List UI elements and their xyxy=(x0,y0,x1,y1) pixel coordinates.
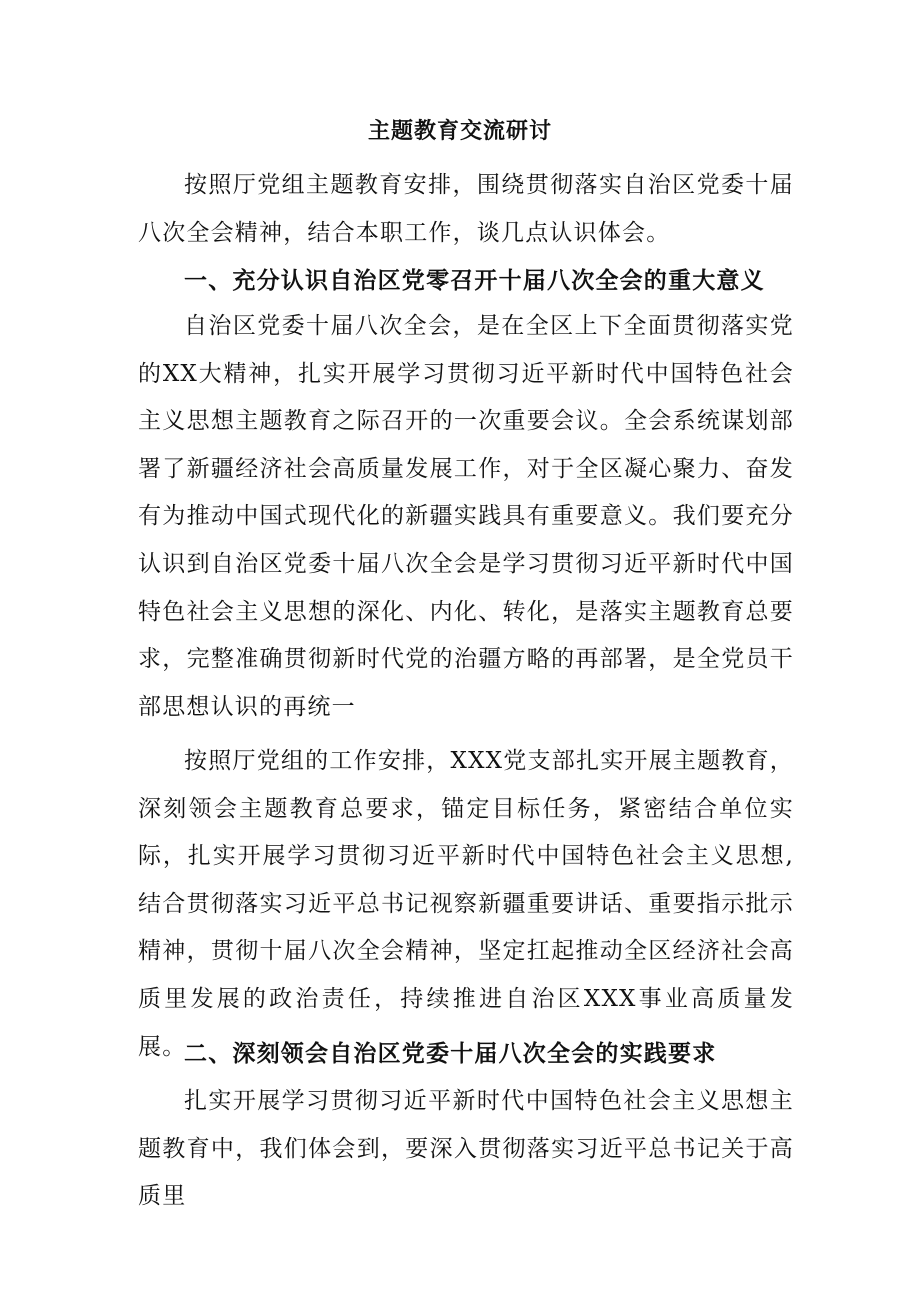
intro-paragraph: 按照厅党组主题教育安排，围绕贯彻落实自治区党委十届八次全会精神，结合本职工作，谈几点认识体会。 xyxy=(138,172,794,246)
section-2-paragraph-1: 扎实开展学习贯彻习近平新时代中国特色社会主义思想主题教育中，我们体会到，要深入贯彻落实习近平总书记关于高质里 xyxy=(138,1088,794,1210)
section-1-paragraph-2: 按照厅党组的工作安排，XXX党支部扎实开展主题教育，深刻领会主题教育总要求，锚定目标任务，紧密结合单位实际，扎实开展学习贯彻习近平新时代中国特色社会主义思想,结合贯彻落实习近平总书记视察新疆重要讲话、重要指示批示精神，贯彻十届八次全会精神，坚定扛起推动全区经济社会高质里发展的政治责任，持续推进自治区XXX事业高质量发展。 xyxy=(138,748,794,1060)
section-2-heading: 二、深刻领会自治区党委十届八次全会的实践要求 xyxy=(184,1040,717,1067)
section-1-heading: 一、充分认识自治区党零召开十届八次全会的重大意义 xyxy=(184,267,765,294)
section-1-paragraph-1: 自治区党委十届八次全会，是在全区上下全面贯彻落实党的XX大精神，扎实开展学习贯彻习近平新时代中国特色社会主义思想主题教育之际召开的一次重要会议。全会系统谋划部署了新疆经济社会高质量发展工作，对于全区凝心聚力、奋发有为推动中国式现代化的新疆实践具有重要意义。我们要充分认识到自治区党委十届八次全会是学习贯彻习近平新时代中国特色社会主义思想的深化、内化、转化，是落实主题教育总要求，完整准确贯彻新时代党的治疆方略的再部署，是全党员干部思想认识的再统一 xyxy=(138,313,794,720)
document-title: 主题教育交流研讨 xyxy=(367,118,552,144)
